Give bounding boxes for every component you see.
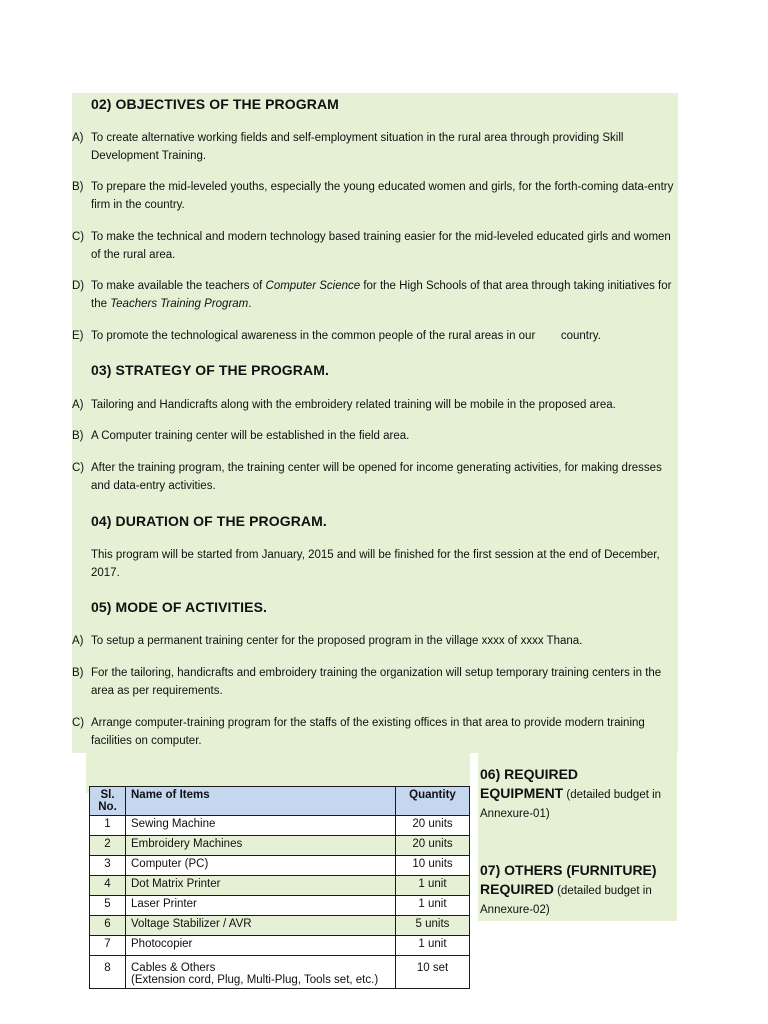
item-text: For the tailoring, handicrafts and embroidery training the organization will setup temporary training centers in the area as per requirements. <box>91 667 662 697</box>
table-row <box>90 916 470 936</box>
item-marker: B) <box>72 430 84 442</box>
table-row <box>90 876 470 896</box>
objective-item-b <box>72 179 680 214</box>
table-header-row <box>90 787 470 816</box>
cell-sl: 5 <box>90 896 126 916</box>
item-text: To promote the technological awareness in the common people of the rural areas in our country. <box>91 330 601 342</box>
table-row <box>90 936 470 956</box>
item-text: To make the technical and modern technology based training easier for the mid-leveled educated girls and women of the rural area. <box>91 231 671 261</box>
cell-qty: 10 units <box>396 856 470 876</box>
objective-item-e <box>72 328 680 346</box>
item-text: To create alternative working fields and self-employment situation in the rural area through providing Skill Development Training. <box>91 132 624 162</box>
objective-item-c <box>72 229 680 264</box>
item-marker: E) <box>72 330 84 342</box>
objective-item-d <box>72 278 680 313</box>
cell-sl: 4 <box>90 876 126 896</box>
cell-sl: 7 <box>90 936 126 956</box>
table-row <box>90 816 470 836</box>
mode-item-c <box>72 715 680 750</box>
item-text: To prepare the mid-leveled youths, especially the young educated women and girls, for the forth-coming data-entry firm in the country. <box>91 181 674 211</box>
cell-sl: 8 <box>90 956 126 989</box>
cell-qty: 5 units <box>396 916 470 936</box>
item-text: To make available the teachers of Computer Science for the High Schools of that area through taking initiatives for the Teachers Training Program. <box>91 280 672 310</box>
item-marker: D) <box>72 280 85 292</box>
equipment-heading-line2: EQUIPMENT <box>480 785 564 801</box>
equipment-heading-line1: 06) REQUIRED <box>480 766 579 782</box>
cell-name: Computer (PC) <box>126 856 396 876</box>
header-qty: Quantity <box>396 787 470 816</box>
item-text: After the training program, the training center will be opened for income generating activities, for making dresses and data-entry activities. <box>91 462 662 492</box>
cell-name-main: Cables & Others <box>131 962 216 974</box>
cell-qty: 1 unit <box>396 876 470 896</box>
equipment-note: (detailed budget in Annexure-01) <box>480 789 662 820</box>
cell-name: Photocopier <box>126 936 396 956</box>
objectives-heading: 02) OBJECTIVES OF THE PROGRAM <box>91 96 339 112</box>
strategy-heading: 03) STRATEGY OF THE PROGRAM. <box>91 362 329 378</box>
cell-sl: 1 <box>90 816 126 836</box>
cell-name <box>126 956 396 989</box>
table-row <box>90 956 470 989</box>
item-text: A Computer training center will be established in the field area. <box>91 430 410 442</box>
item-text: Arrange computer-training program for the staffs of the existing offices in that area to provide modern training facilities on computer. <box>91 717 645 747</box>
header-sl: Sl. No. <box>90 787 126 816</box>
item-marker: C) <box>72 231 85 243</box>
cell-name: Laser Printer <box>126 896 396 916</box>
italic-term: Computer Science <box>265 280 361 292</box>
italic-term: Teachers Training Program <box>110 297 249 310</box>
cell-qty: 20 units <box>396 816 470 836</box>
item-marker: A) <box>72 399 84 411</box>
others-heading-line1: 07) OTHERS (FURNITURE) <box>480 862 657 878</box>
item-marker: A) <box>72 132 84 144</box>
cell-name: Sewing Machine <box>126 816 396 836</box>
cell-name-sub: (Extension cord, Plug, Multi-Plug, Tools set, etc.) <box>131 974 379 986</box>
item-marker: C) <box>72 462 85 474</box>
cell-sl: 6 <box>90 916 126 936</box>
item-text: To setup a permanent training center for the proposed program in the village xxxx of xxxx Thana. <box>91 635 583 647</box>
item-marker: A) <box>72 635 84 647</box>
others-heading <box>480 861 676 920</box>
cell-qty: 10 set <box>396 956 470 989</box>
item-marker: B) <box>72 667 84 679</box>
table-row <box>90 856 470 876</box>
mode-heading: 05) MODE OF ACTIVITIES. <box>91 599 268 615</box>
item-marker: C) <box>72 717 85 729</box>
objective-item-a <box>72 130 680 165</box>
cell-qty: 20 units <box>396 836 470 856</box>
cell-sl: 2 <box>90 836 126 856</box>
duration-heading: 04) DURATION OF THE PROGRAM. <box>91 513 327 529</box>
table-row <box>90 896 470 916</box>
equipment-table <box>89 786 470 989</box>
strategy-item-c <box>72 460 680 495</box>
cell-qty: 1 unit <box>396 896 470 916</box>
others-note: (detailed budget in Annexure-02) <box>480 885 652 916</box>
cell-name: Embroidery Machines <box>126 836 396 856</box>
equipment-heading <box>480 765 676 824</box>
item-marker: B) <box>72 181 84 193</box>
others-heading-line2: REQUIRED <box>480 881 554 897</box>
cell-sl: 3 <box>90 856 126 876</box>
item-text: Tailoring and Handicrafts along with the embroidery related training will be mobile in the proposed area. <box>91 399 616 411</box>
cell-qty: 1 unit <box>396 936 470 956</box>
duration-text: This program will be started from January, 2015 and will be finished for the first session at the end of December, 2017. <box>91 549 660 579</box>
cell-name: Dot Matrix Printer <box>126 876 396 896</box>
strategy-item-b <box>72 428 680 446</box>
mode-item-b <box>72 665 680 700</box>
header-name: Name of Items <box>126 787 396 816</box>
strategy-item-a <box>72 397 680 415</box>
mode-item-a <box>72 633 680 651</box>
table-row <box>90 836 470 856</box>
cell-name: Voltage Stabilizer / AVR <box>126 916 396 936</box>
